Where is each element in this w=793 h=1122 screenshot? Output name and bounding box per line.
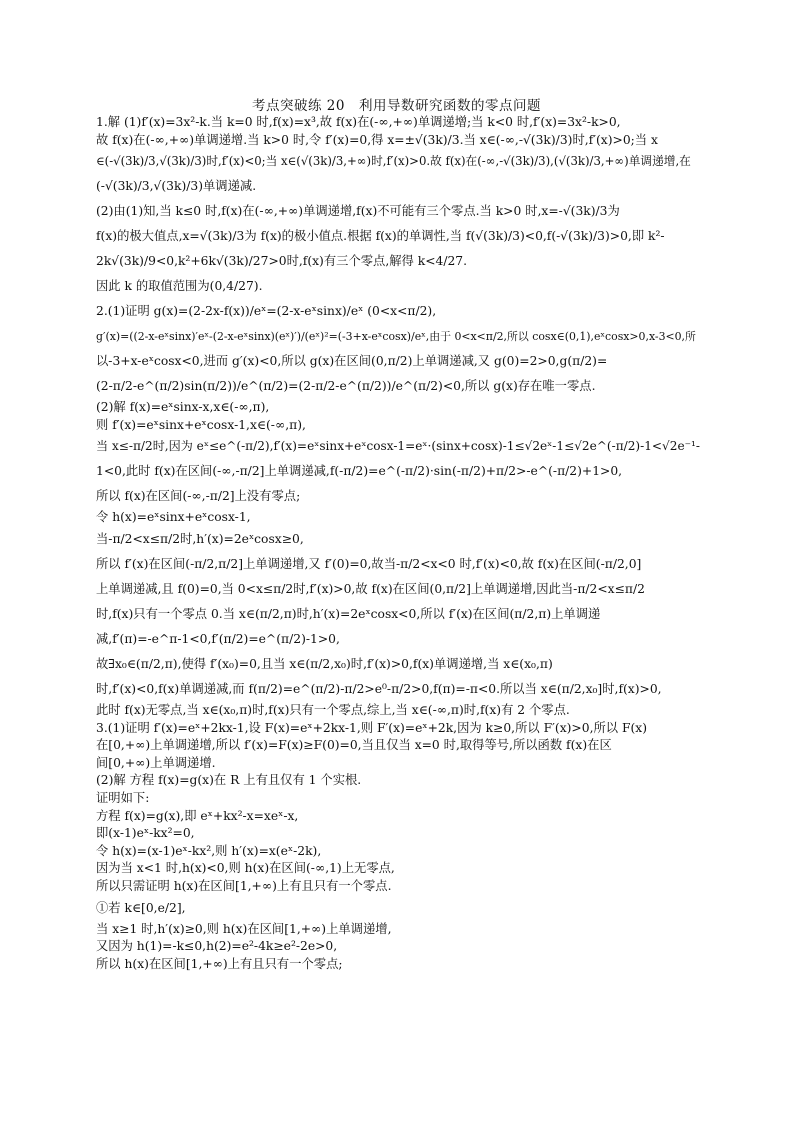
text-line: 令 h(x)=eˣsinx+eˣcosx-1,	[96, 510, 251, 525]
text-line: 证明如下:	[96, 790, 150, 805]
text-line: (2)由(1)知,当 k≤0 时,f(x)在(-∞,+∞)单调递增,f(x)不可能有三个零点.当 k>0 时,x=-√(3k)/3为	[96, 204, 620, 219]
text-line: 2.(1)证明 g(x)=(2-2x-f(x))/eˣ=(2-x-eˣsinx)/eˣ (0<x<π/2),	[96, 304, 437, 319]
text-line: 故∃x₀∈(π/2,π),使得 f′(x₀)=0,且当 x∈(π/2,x₀)时,f′(x)>0,f(x)单调递增,当 x∈(x₀,π)	[96, 656, 553, 671]
document-title: 考点突破练 20 利用导数研究函数的零点问题	[252, 98, 541, 114]
text-line: 则 f′(x)=eˣsinx+eˣcosx-1,x∈(-∞,π),	[96, 417, 306, 432]
text-line: 时,f(x)只有一个零点 0.当 x∈(π/2,π)时,h′(x)=2eˣcosx<0,所以 f′(x)在区间(π/2,π)上单调递	[96, 606, 601, 621]
text-line: 故 f(x)在(-∞,+∞)单调递增.当 k>0 时,令 f′(x)=0,得 x=±√(3k)/3.当 x∈(-∞,-√(3k)/3)时,f′(x)>0;当 x	[96, 132, 658, 147]
text-line: ①若 k∈[0,e/2],	[96, 900, 186, 915]
text-line: 即(x-1)eˣ-kx²=0,	[96, 826, 195, 841]
text-line: 当 x≤-π/2时,因为 eˣ≤e^(-π/2),f′(x)=eˣsinx+eˣcosx-1=eˣ·(sinx+cosx)-1≤√2eˣ-1≤√2e^(-π/2)-1<√2e⁻¹-	[96, 439, 700, 454]
text-line: 2k√(3k)/9<0,k²+6k√(3k)/27>0时,f(x)有三个零点,解得 k<4/27.	[96, 254, 468, 269]
text-line: (2-π/2-e^(π/2)sin(π/2))/e^(π/2)=(2-π/2-e^(π/2))/e^(π/2)<0,所以 g(x)存在唯一零点.	[96, 379, 596, 394]
text-line: g′(x)=((2-x-eˣsinx)′eˣ-(2-x-eˣsinx)(eˣ)′)/(eˣ)²=(-3+x-eˣcosx)/eˣ,由于 0<x<π/2,所以 cosx∈(0,1),eˣcosx>0,x-3<0,所	[96, 330, 696, 344]
text-line: ∈(-√(3k)/3,√(3k)/3)时,f′(x)<0;当 x∈(√(3k)/3,+∞)时,f′(x)>0.故 f(x)在(-∞,-√(3k)/3),(√(3k)/3,+∞)单调递增,在	[96, 154, 691, 169]
text-line: 又因为 h(1)=-k≤0,h(2)=e²-4k≥e²-2e>0,	[96, 939, 338, 954]
text-line: 方程 f(x)=g(x),即 eˣ+kx²-x=xeˣ-x,	[96, 808, 299, 823]
text-line: 所以 f′(x)在区间(-π/2,π/2]上单调递增,又 f′(0)=0,故当-π/2<x<0 时,f′(x)<0,故 f(x)在区间(-π/2,0]	[96, 556, 642, 571]
text-line: 间[0,+∞)上单调递增.	[96, 755, 216, 770]
text-line: 上单调递减,且 f(0)=0,当 0<x≤π/2时,f′(x)>0,故 f(x)在区间(0,π/2]上单调递增,因此当-π/2<x≤π/2	[96, 581, 645, 596]
text-line: 所以 f(x)在区间(-∞,-π/2]上没有零点;	[96, 489, 301, 504]
text-line: (2)解 方程 f(x)=g(x)在 R 上有且仅有 1 个实根.	[96, 773, 362, 788]
text-line: 令 h(x)=(x-1)eˣ-kx²,则 h′(x)=x(eˣ-2k),	[96, 843, 322, 858]
text-line: 在[0,+∞)上单调递增,所以 f′(x)=F(x)≥F(0)=0,当且仅当 x=0 时,取得等号,所以函数 f(x)在区	[96, 738, 612, 753]
text-line: 时,f′(x)<0,f(x)单调递减,而 f(π/2)=e^(π/2)-π/2>e⁰-π/2>0,f(π)=-π<0.所以当 x∈(π/2,x₀]时,f(x)>0,	[96, 681, 662, 696]
text-line: (2)解 f(x)=eˣsinx-x,x∈(-∞,π),	[96, 400, 270, 415]
text-line: 所以只需证明 h(x)在区间[1,+∞)上有且只有一个零点.	[96, 878, 392, 893]
text-line: 1.解 (1)f′(x)=3x²-k.当 k=0 时,f(x)=x³,故 f(x)在(-∞,+∞)单调递增;当 k<0 时,f′(x)=3x²-k>0,	[96, 115, 621, 129]
text-line: (-√(3k)/3,√(3k)/3)单调递减.	[96, 179, 257, 194]
text-line: 3.(1)证明 f′(x)=eˣ+2kx-1,设 F(x)=eˣ+2kx-1,则 F′(x)=eˣ+2k,因为 k≥0,所以 F′(x)>0,所以 F(x)	[96, 720, 648, 735]
text-line: 当-π/2<x≤π/2时,h′(x)=2eˣcosx≥0,	[96, 531, 304, 546]
text-line: 因为当 x<1 时,h(x)<0,则 h(x)在区间(-∞,1)上无零点,	[96, 861, 395, 876]
text-line: f(x)的极大值点,x=√(3k)/3为 f(x)的极小值点.根据 f(x)的单调性,当 f(√(3k)/3)<0,f(-√(3k)/3)>0,即 k²-	[96, 229, 665, 244]
text-line: 所以 h(x)在区间[1,+∞)上有且只有一个零点;	[96, 956, 343, 971]
text-line: 以-3+x-eˣcosx<0,进而 g′(x)<0,所以 g(x)在区间(0,π/2)上单调递减,又 g(0)=2>0,g(π/2)=	[96, 354, 608, 369]
text-line: 1<0,此时 f(x)在区间(-∞,-π/2]上单调递减,f(-π/2)=e^(-π/2)·sin(-π/2)+π/2>-e^(-π/2)+1>0,	[96, 464, 623, 479]
document-body	[96, 114, 700, 973]
text-line: 减,f′(π)=-e^π-1<0,f′(π/2)=e^(π/2)-1>0,	[96, 631, 340, 646]
text-line: 因此 k 的取值范围为(0,4/27).	[96, 279, 263, 294]
text-line: 当 x≥1 时,h′(x)≥0,则 h(x)在区间[1,+∞)上单调递增,	[96, 921, 392, 936]
text-line: 此时 f(x)无零点,当 x∈(x₀,π)时,f(x)只有一个零点,综上,当 x∈(-∞,π)时,f(x)有 2 个零点.	[96, 702, 570, 717]
